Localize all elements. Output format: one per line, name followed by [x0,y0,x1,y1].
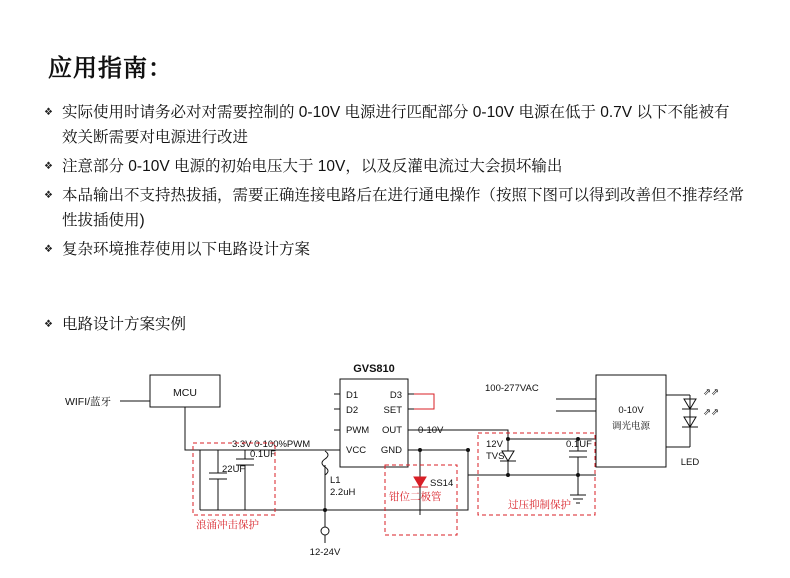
mcu-label: MCU [173,387,197,399]
chip-title: GVS810 [353,363,395,375]
driver-label-line2: 调光电源 [611,421,651,432]
surge-protection-label: 浪涌冲击保护 [196,519,259,531]
tvs-voltage-label: 12V [486,439,503,450]
chip-out-label: 0-10V [418,425,444,436]
overvoltage-protection-label: 过压抑制保护 [508,499,571,511]
chip-pin-gnd: GND [380,445,402,456]
driver-label-line1: 0-10V [618,405,644,416]
ss14-diode-symbol [414,477,426,487]
page-title: 应用指南： [48,55,173,82]
inductor-value-label: 2.2uH [330,487,356,498]
cap-22uf-label: 22UF [222,464,246,475]
chip-pin-vcc: VCC [346,445,367,456]
chip-pin-set: SET [383,405,402,416]
clamp-diode-label: 钳位二极管 [389,491,442,503]
tvs-name-label: TVS [486,451,505,462]
circuit-diagram [0,355,790,570]
wifi-bt-label: WIFI/蓝牙 [64,396,112,408]
supply-voltage-label: 12-24V [309,547,341,558]
chip-pin-d2: D2 [346,405,359,416]
cap-0-1uf-left-label: 0.1UF [250,449,276,460]
list-item: ❖ 本品输出不支持热拔插，需要正确连接电路后在进行通电操作（按照下图可以得到改善但不推荐经常性拔插使用) [44,183,744,233]
chip-pin-d1: D1 [346,390,359,401]
section-label: ❖ 电路设计方案实例 [44,312,562,337]
chip-pin-pwm: PWM [346,425,370,436]
ac-input-label: 100-277VAC [485,383,539,394]
ss14-name-label: SS14 [430,478,454,489]
led-emission-arrows: ⇗⇗ [703,407,719,418]
chip-pin-d3: D3 [389,390,402,401]
list-item: ❖ 注意部分 0-10V 电源的初始电压大于 10V，以及反灌电流过大会损坏输出 [44,154,744,179]
list-item: ❖ 复杂环境推荐使用以下电路设计方案 [44,237,744,262]
list-item: ❖ 实际使用时请务必对对需要控制的 0-10V 电源进行匹配部分 0-10V 电源在低于 0.7V 以下不能被有效关断需要对电源进行改进 [44,100,744,150]
inductor-name-label: L1 [330,475,341,486]
chip-pin-out: OUT [381,425,402,436]
bullet-list [44,100,744,266]
led-label: LED [680,457,700,468]
led-emission-arrows: ⇗⇗ [703,387,719,398]
pwm-signal-label: 3.3V 0-100%PWM [232,439,311,450]
cap-0-1uf-right-label: 0.1UF [566,439,592,450]
